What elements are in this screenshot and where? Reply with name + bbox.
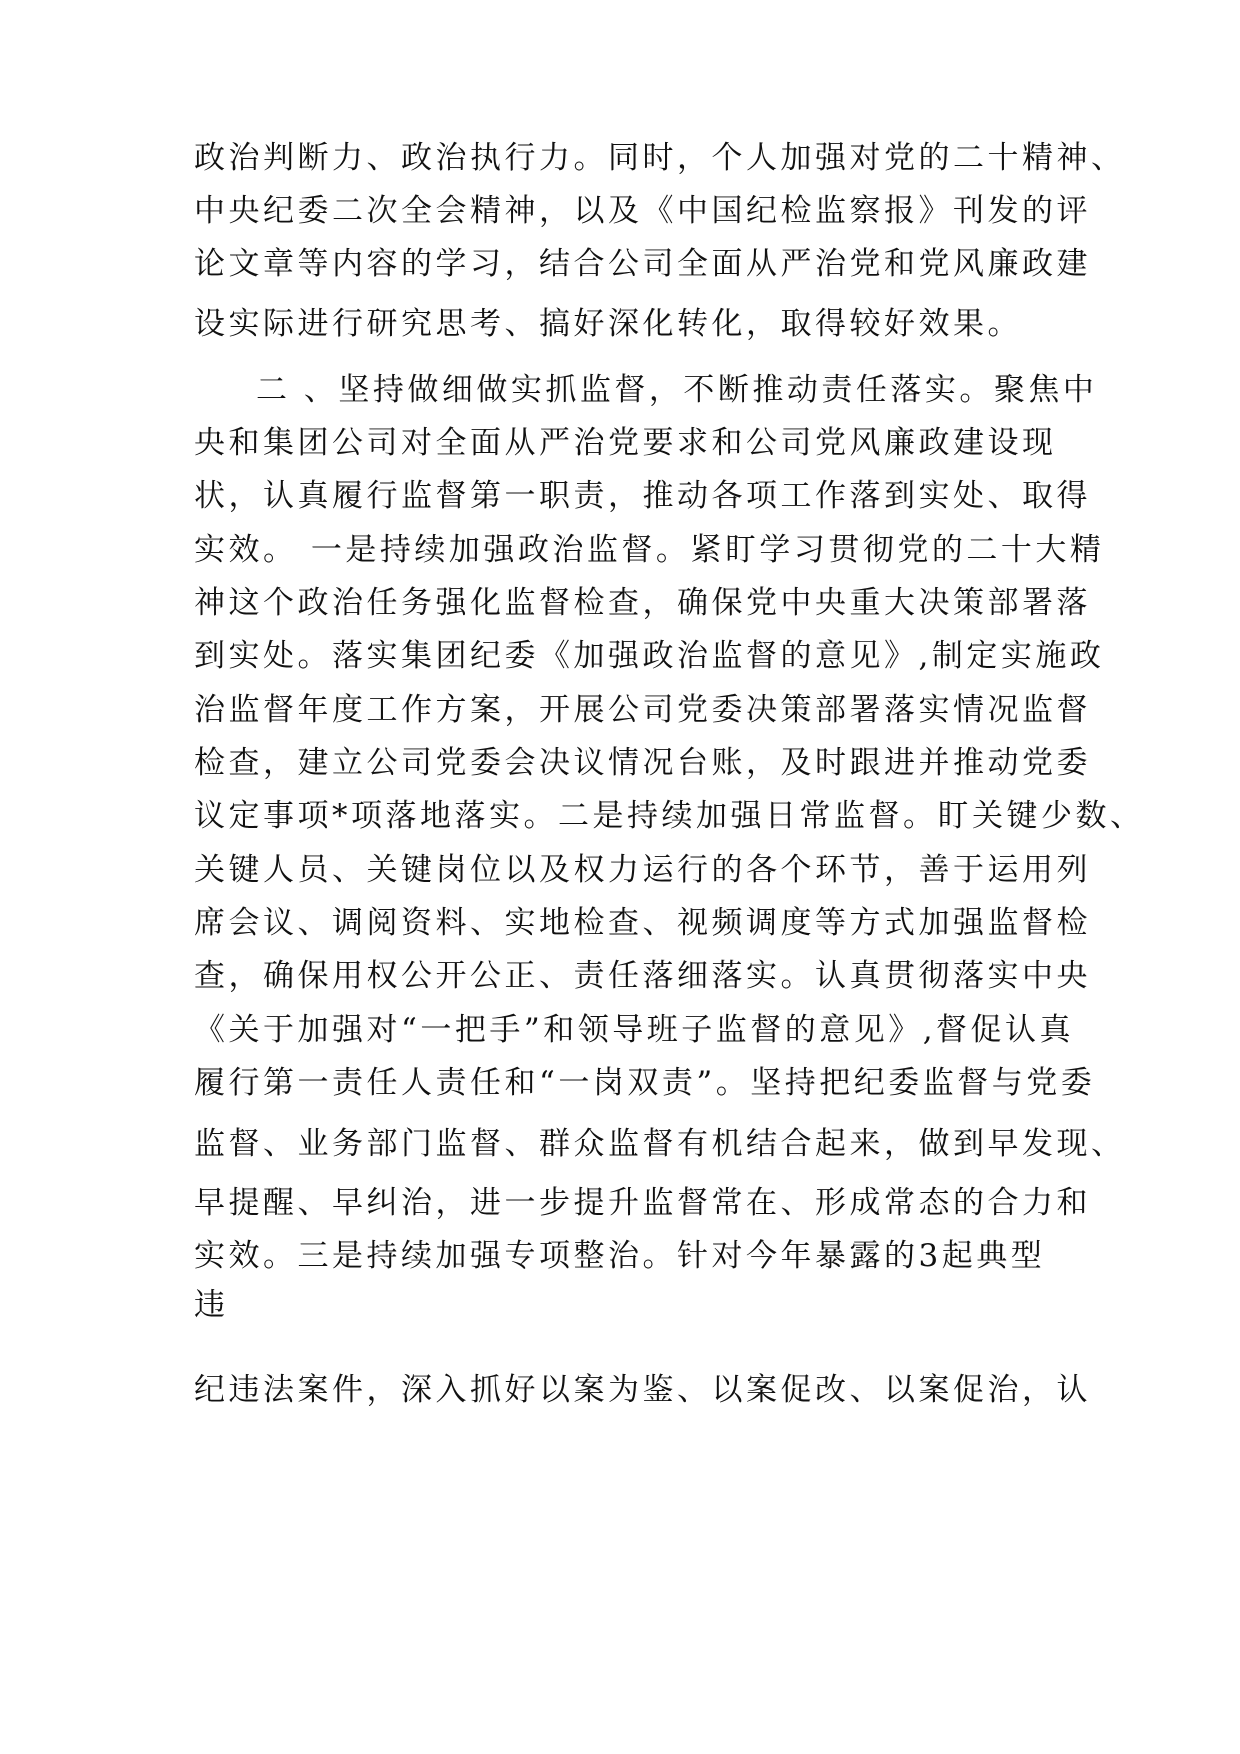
- text-line: 查，确保用权公开公正、责任落细落实。认真贯彻落实中央: [194, 958, 1091, 994]
- text-line: 履行第一责任人责任和“一岗双责”。坚持把纪委监督与党委: [194, 1065, 1096, 1101]
- section-heading-line: 二 、坚持做细做实抓监督，不断推动责任落实。聚焦中: [256, 372, 1098, 408]
- text-line: 关键人员、关键岗位以及权力运行的各个环节，善于运用列: [194, 852, 1091, 888]
- text-line: 论文章等内容的学习，结合公司全面从严治党和党风廉政建: [194, 246, 1091, 282]
- text-line: 席会议、调阅资料、实地检查、视频调度等方式加强监督检: [194, 905, 1091, 941]
- text-line: 央和集团公司对全面从严治党要求和公司党风廉政建设现: [194, 425, 1057, 461]
- text-line: 到实处。落实集团纪委《加强政治监督的意见》,制定实施政: [194, 638, 1105, 674]
- text-line: 《关于加强对“一把手”和领导班子监督的意见》,督促认真: [194, 1012, 1075, 1048]
- text-line: 设实际进行研究思考、搞好深化转化，取得较好效果。: [194, 306, 1022, 342]
- text-line: 监督、业务部门监督、群众监督有机结合起来，做到早发现、: [194, 1126, 1126, 1162]
- text-line: 违: [194, 1287, 229, 1323]
- text-line: 中央纪委二次全会精神，以及《中国纪检监察报》刊发的评: [194, 193, 1091, 229]
- text-line: 实效。三是持续加强专项整治。针对今年暴露的3起典型: [194, 1238, 1046, 1274]
- text-line: 治监督年度工作方案，开展公司党委决策部署落实情况监督: [194, 692, 1091, 728]
- text-line: 纪违法案件，深入抓好以案为鉴、以案促改、以案促治，认: [194, 1372, 1091, 1408]
- text-line: 神这个政治任务强化监督检查，确保党中央重大决策部署落: [194, 585, 1091, 621]
- text-line: 政治判断力、政治执行力。同时，个人加强对党的二十精神、: [194, 140, 1126, 176]
- text-line: 状，认真履行监督第一职责，推动各项工作落到实处、取得: [194, 478, 1091, 514]
- text-line: 议定事项*项落地落实。二是持续加强日常监督。盯关键少数、: [194, 798, 1145, 834]
- text-line: 早提醒、早纠治，进一步提升监督常在、形成常态的合力和: [194, 1185, 1091, 1221]
- text-line: 检查，建立公司党委会决议情况台账，及时跟进并推动党委: [194, 745, 1091, 781]
- text-line: 实效。 一是持续加强政治监督。紧盯学习贯彻党的二十大精: [194, 532, 1105, 568]
